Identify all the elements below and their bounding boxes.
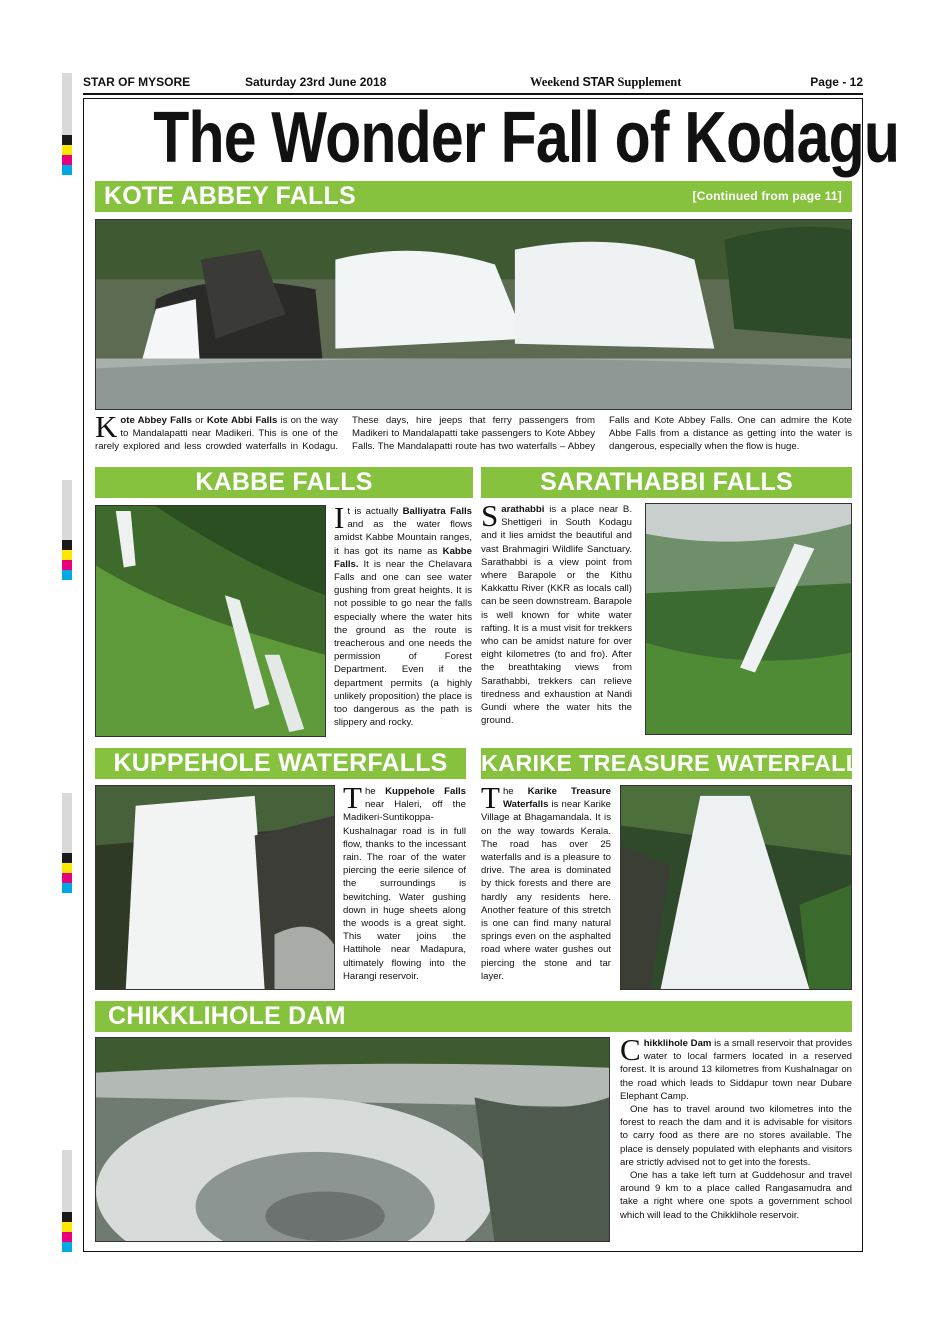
page-number: Page - 12 xyxy=(810,75,863,89)
photo-kuppehole-waterfalls xyxy=(95,785,335,990)
section-title: KOTE ABBEY FALLS xyxy=(104,182,356,210)
registration-bar xyxy=(62,480,72,580)
masthead xyxy=(83,73,863,91)
supplement-name: Weekend STAR Supplement xyxy=(530,75,682,89)
article-kuppehole: The Kuppehole Falls near Haleri, off the Madikeri-Suntikoppa-Kushalnagar road is in full flow, thanks to the incessant rain. The roar of the water piercing the eerie silence of the surroundings is bewitching. Water gushing down in huge sheets along the woods is a great sight. This water joins the Hattihole near Madapura, ultimately flowing into the Harangi reservoir. xyxy=(343,780,466,982)
section-header-karike xyxy=(481,748,861,779)
section-header-kabbe xyxy=(95,467,473,498)
issue-date: Saturday 23rd June 2018 xyxy=(245,75,387,89)
photo-kabbe-falls xyxy=(95,505,326,737)
photo-karike-treasure-waterfall xyxy=(620,785,852,990)
article-kote-abbey: Kote Abbey Falls or Kote Abbi Falls is on the way to Mandalapatti near Madikeri. This is one of the rarely explored and less crowded waterfalls in Kodagu. These days, hire jeeps that ferry passengers from Madikeri to Mandalapatti take passengers to Kote Abbey Falls. The Mandalapatti route has two waterfalls – Abbey Falls and Kote Abbey Falls. One can admire the Kote Abbe Falls from a distance as getting into the water is dangerous, especially when the flow is huge. xyxy=(95,409,852,453)
section-title: SARATHABBI FALLS xyxy=(540,468,793,496)
masthead-rule xyxy=(83,93,863,95)
article-chikklihole: Chikklihole Dam is a small reservoir that provides water to local farmers located in a reserved forest. It is around 13 kilometres from Kushalnagar on the road which leads to Siddapur town near Dubare Elephant Camp. One has to travel around two kilometres into the forest to reach the dam and it is advisable for visitors to carry food as there are no stores available. The place is densely populated with elephants and visitors are strictly advised not to get into the forests. One has a take left turn at Guddehosur and travel around 9 km to a place called Rangasamudra and take a right where one spots a government school which will lead to the Chikklihole reservoir. xyxy=(620,1032,852,1221)
registration-bar xyxy=(62,793,72,893)
registration-bar xyxy=(62,73,72,175)
section-header-sarathabbi xyxy=(481,467,852,498)
article-sarathabbi: Sarathabbi is a place near B. Shettigeri in South Kodagu and it lies amidst the beautiful and vast Brahmagiri Wildlife Sanctuary. Sarathabbi is a view point from where Barapole or the Kithu Kakkattu River (KKR as locals call) can be seen downstream. Barapole is well known for white water rafting. It is a must visit for trekkers who can be amidst nature for over eight kilometres (to and fro). After the breathtaking views from Sarathabbi, trekkers can relieve tiredness and exhaustion at Nandi Gundi where the water hits the ground. xyxy=(481,498,632,727)
section-header-chikklihole xyxy=(95,1001,852,1032)
section-header-kuppehole xyxy=(95,748,466,779)
article-kabbe: It is actually Balliyatra Falls and as the water flows amidst Kabbe Mountain ranges, it has got its name as Kabbe Falls. It is near the Chelavara Falls and one can see water gushing from great heights. It is not possible to go near the falls especially where the water hits the ground as the route is treacherous and one needs the permission of Forest Department. Even if the department permits (a highly unlikely proposition) the place is too dangerous as the path is slippery and rocky. xyxy=(334,500,472,729)
article-karike: The Karike Treasure Waterfalls is near Karike Village at Bhagamandala. It is on the way towards Kerala. The road has over 25 waterfalls and is a pleasure to drive. The area is dominated by thick forests and there are hardly any residents here. Another feature of this stretch is one can find many natural springs even on the asphalted road where water gushes out piercing the stone and tar layer. xyxy=(481,780,611,982)
registration-bar xyxy=(62,1150,72,1252)
section-title: CHIKKLIHOLE DAM xyxy=(108,1002,346,1030)
photo-kote-abbey-falls xyxy=(95,219,852,410)
continued-note: [Continued from page 11] xyxy=(692,189,842,203)
newspaper-name: STAR OF MYSORE xyxy=(83,75,191,89)
photo-sarathabbi-falls xyxy=(645,503,852,735)
section-title: KUPPEHOLE WATERFALLS xyxy=(113,749,448,777)
section-title: KARIKE TREASURE WATERFALL xyxy=(481,750,861,776)
photo-chikklihole-dam xyxy=(95,1037,610,1242)
page-headline: The Wonder Fall of Kodagu xyxy=(153,98,900,178)
section-header-kote-abbey xyxy=(95,181,852,212)
section-title: KABBE FALLS xyxy=(195,468,373,496)
